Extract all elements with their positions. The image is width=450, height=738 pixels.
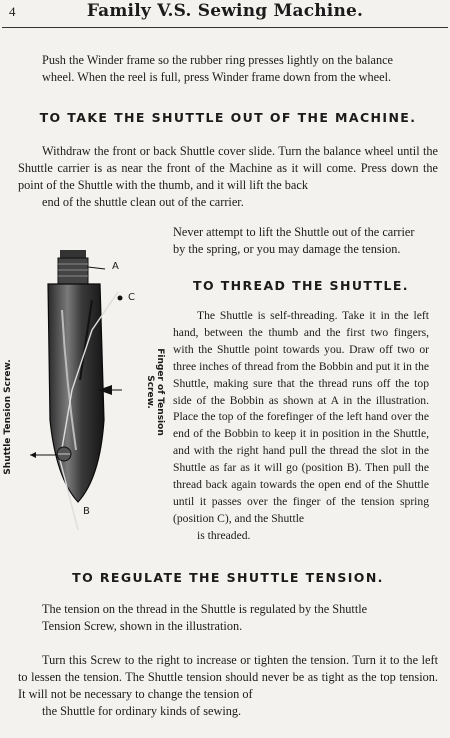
tension-p1-line-1: The tension on the thread in the Shuttle is regulated by the Shuttle (42, 602, 368, 616)
shuttle-body (48, 284, 104, 502)
figure-label-a: A (112, 261, 119, 272)
pointer-c (118, 296, 123, 301)
remove-shuttle-paragraph (18, 143, 438, 211)
thread-line-11: in the Shuttle as far as it will go (position B). (173, 444, 429, 475)
thread-line-3: fingers, with the Shuttle point towards you. (173, 325, 429, 356)
thread-line-4: Draw off two or three inches of thread from the (173, 342, 429, 373)
intro-line-1: Push the Winder frame so the rubber ring presses lightly on the balance (42, 53, 394, 67)
figure-label-c: C (128, 292, 135, 303)
thread-line-2: left hand, between the thumb and the first two (173, 309, 429, 339)
intro-paragraph (18, 52, 438, 86)
remove-line-1: Withdraw the front or back Shuttle cover slide. Turn the balance wheel (42, 144, 394, 158)
remove-line-2: until the Shuttle carrier is as near the front of the Machine as it will come. (18, 144, 438, 175)
thread-line-14: of the tension spring (position C), and the Shuttle (173, 494, 429, 525)
thread-line-6: that the thread runs off the top side of the Bobbin (173, 376, 429, 407)
thread-line-5: Bobbin and put it in the Shuttle, making sure (173, 359, 430, 390)
tension-p2-line-1: Turn this Screw to the right to increase or tighten the tension. Turn (42, 653, 376, 667)
thread-line-8: of the forefinger of the left hand over the end of (173, 410, 429, 441)
heading-shuttle-tension: TO REGULATE THE SHUTTLE TENSION. (72, 570, 384, 585)
shuttle-illustration (0, 240, 175, 545)
bobbin-top (58, 258, 88, 284)
heading-remove-shuttle: TO TAKE THE SHUTTLE OUT OF THE MACHINE. (39, 110, 417, 125)
page-number: 4 (9, 4, 16, 19)
caption-finger-line-2: Screw. (145, 375, 155, 409)
thread-line-9: the Bobbin to keep it in position in the Shuttle, (206, 427, 429, 441)
running-head-title: Family V.S. Sewing Machine. (86, 1, 364, 21)
heading-thread-shuttle: TO THREAD THE SHUTTLE. (193, 278, 409, 293)
thread-line-1: The Shuttle is self-threading. Take it in the (197, 309, 409, 322)
warning-line-2: by the spring, or you may damage the tension. (173, 242, 401, 256)
page-header (0, 0, 450, 28)
tension-p2-line-4: the Shuttle for ordinary kinds of sewing. (42, 704, 242, 718)
caption-shuttle-tension-screw: Shuttle Tension Screw. (3, 359, 13, 475)
tension-p1-line-2: Tension Screw, shown in the illustration. (42, 619, 243, 633)
tension-paragraph-1 (18, 601, 438, 635)
header-rule (2, 27, 448, 28)
thread-line-15: is threaded. (197, 528, 251, 542)
thread-shuttle-paragraph (173, 308, 429, 545)
caption-finger-of-tension-screw (145, 337, 165, 447)
thread-line-7: as shown at A in the illustration. Place the top (173, 393, 429, 424)
bobbin-cap (60, 250, 86, 258)
caption-finger-line-1: Finger of Tension (155, 348, 165, 436)
thread-line-10: and with the right hand pull the thread the slot (173, 444, 398, 458)
thread-line-12: Then pull the thread back again towards the open (173, 461, 429, 492)
pointer-a (88, 267, 105, 269)
remove-line-3: Press down the point of the Shuttle with the thumb, and it will lift the back (18, 161, 439, 192)
tension-p2-line-3: tight as the top tension. It will not be necessary to change the tension of (18, 670, 438, 701)
figure-label-b: B (83, 506, 90, 517)
warning-paragraph (173, 224, 429, 258)
thread-line-13: end of the Shuttle until it passes over the finger (173, 478, 430, 508)
intro-line-2: wheel. When the reel is full, press Winder frame down from the wheel. (42, 70, 392, 84)
tension-paragraph-2 (18, 652, 438, 720)
tension-p2-line-2: it to the left to lessen the tension. The Shuttle tension should never be as (18, 653, 439, 684)
warning-line-1: Never attempt to lift the Shuttle out of the carrier (173, 225, 415, 239)
remove-line-4: end of the shuttle clean out of the carrier. (42, 195, 244, 209)
